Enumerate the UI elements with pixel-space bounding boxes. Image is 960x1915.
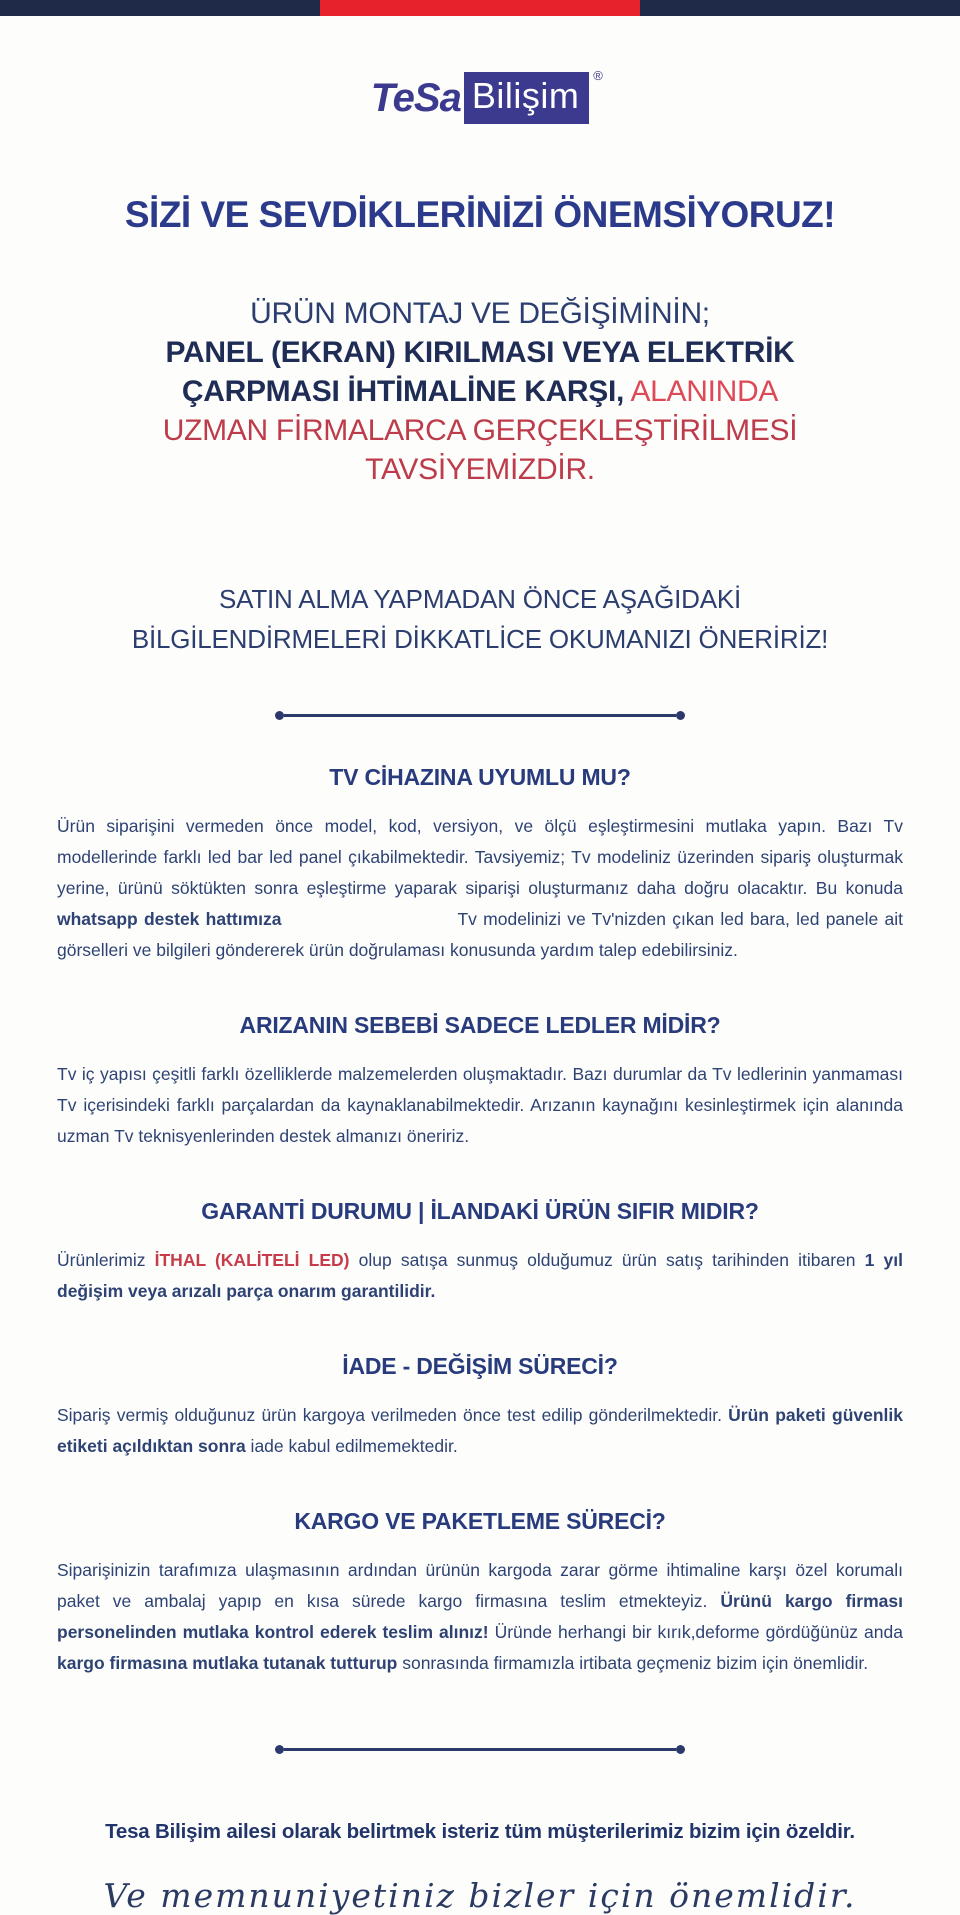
divider-dot-right [676,711,685,720]
info-sections [57,764,903,1679]
footer-signature-script: Ve memnuniyetiniz bizler için önemlidir. [103,1876,857,1915]
top-accent-bar [0,0,960,16]
divider-line [284,1748,676,1751]
section-tv-compatibility [57,764,903,966]
section-body: Tv iç yapısı çeşitli farklı özelliklerde malzemelerden oluşmaktadır. Bazı durumlar da Tv ledlerinin yanmaması Tv içerisindeki farklı parçalardan da kaynaklanabilmektedir. Arızanın kaynağını kesinleştirmek için alanında uzman Tv teknisyenlerinden destek almanızı öneririz. [57,1064,903,1146]
section-title: İADE - DEĞİŞİM SÜRECİ? [342,1353,618,1379]
section-body: Ürünlerimiz İTHAL (KALİTELİ LED) olup satışa sunmuş olduğumuz ürün satış tarihinden itibaren 1 yıl değişim veya arızalı parça onarım garantilidir. [57,1250,903,1301]
page-title: SİZİ VE SEVDİKLERİNİZİ ÖNEMSİYORUZ! [124,194,836,235]
section-divider-top [275,711,685,720]
brand-logo [0,68,960,124]
logo-bilisim-box [464,68,604,124]
section-warranty [57,1198,903,1307]
hero-subtitle: ÜRÜN MONTAJ VE DEĞİŞİMİNİN; PANEL (EKRAN) KIRILMASI VEYA ELEKTRİK ÇARPMASI İHTİMALİNE KARŞI, ALANINDA UZMAN FİRMALARCA GERÇEKLEŞTİRİLMESİ TAVSİYEMİZDİR. [162,297,798,486]
logo-tesa-text: TeSa [370,75,461,120]
divider-line [284,714,676,717]
section-shipping [57,1508,903,1679]
divider-dot-right [676,1745,685,1754]
purchase-notice: SATIN ALMA YAPMADAN ÖNCE AŞAĞIDAKİ BİLGİLENDİRMELERİ DİKKATLİCE OKUMANIZI ÖNERİRİZ! [131,584,829,654]
divider-dot-left [275,1745,284,1754]
section-fault-cause [57,1012,903,1152]
section-return-process [57,1353,903,1462]
section-title: KARGO VE PAKETLEME SÜRECİ? [294,1508,666,1534]
section-title: ARIZANIN SEBEBİ SADECE LEDLER MİDİR? [239,1012,721,1038]
divider-dot-left [275,711,284,720]
section-body: Ürün siparişini vermeden önce model, kod, versiyon, ve ölçü eşleştirmesini mutlaka yapın. Bazı Tv modellerinde farklı led bar led panel çıkabilmektedir. Tavsiyemiz; Tv modeliniz üzerinden sipariş oluşturmak yerine, ürünü söktükten sonra eşleştirme yaparak siparişi oluşturmanız daha doğru olacaktır. Bu konuda whatsapp destek hattımıza Tv modelinizi ve Tv'nizden çıkan led bara, led panele ait görselleri ve bilgileri göndererek ürün doğrulaması konusunda yardım talep edebilirsiniz. [57,816,903,960]
section-title: TV CİHAZINA UYUMLU MU? [329,764,631,790]
logo-bilisim-text: Bilişim [471,75,580,116]
footer-closing-text: Tesa Bilişim ailesi olarak belirtmek isteriz tüm müşterilerimiz bizim için özeldir. [105,1820,855,1843]
section-body: Sipariş vermiş olduğunuz ürün kargoya verilmeden önce test edilip gönderilmektedir. Ürün paketi güvenlik etiketi açıldıktan sonra iade kabul edilmemektedir. [57,1405,903,1456]
section-divider-bottom [275,1745,685,1754]
top-accent-red-segment [320,0,640,16]
section-body: Siparişinizin tarafımıza ulaşmasının ardından ürünün kargoda zarar görme ihtimaline karşı özel korumalı paket ve ambalaj yapıp en kısa sürede kargo firmasına teslim etmekteyiz. Ürünü kargo firması personelinden mutlaka kontrol ederek teslim alınız! Üründe herhangi bir kırık,deforme gördüğünüz anda kargo firmasına mutlaka tutanak tutturup sonrasında firmamızla irtibata geçmeniz bizim için önemlidir. [57,1560,903,1673]
registered-mark-icon: ® [593,68,604,83]
section-title: GARANTİ DURUMU | İLANDAKİ ÜRÜN SIFIR MIDIR? [201,1198,759,1224]
